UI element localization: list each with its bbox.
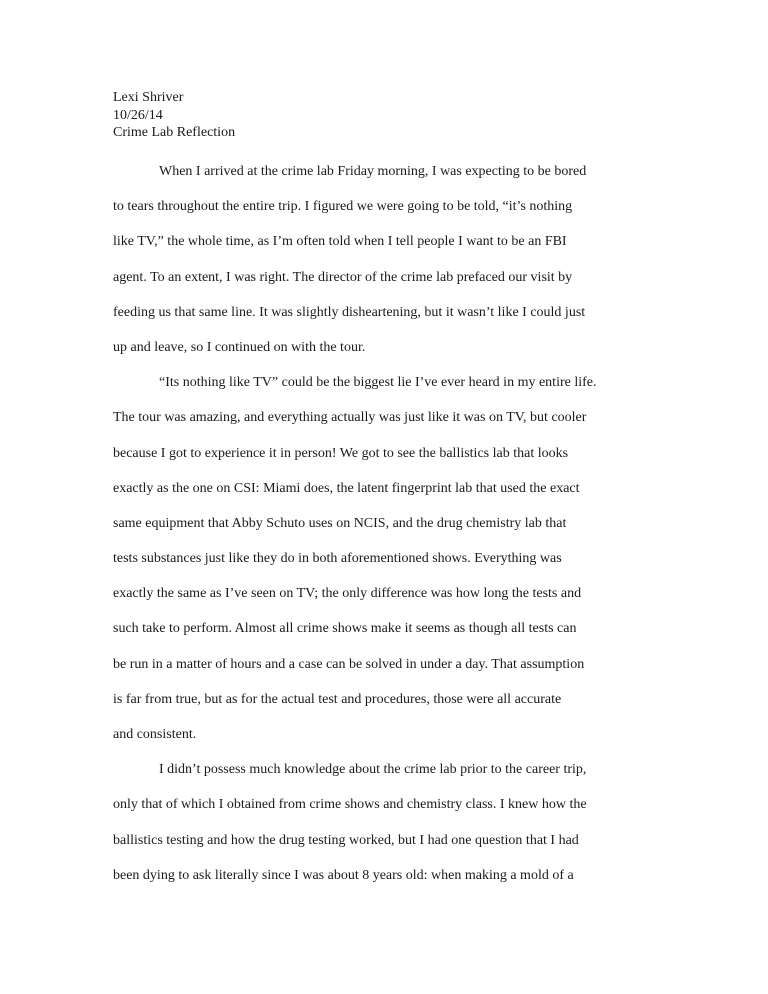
paragraph-2-line-4: exactly as the one on CSI: Miami does, the latent fingerprint lab that used the exact — [113, 480, 580, 496]
paragraph-2-line-6: tests substances just like they do in both aforementioned shows. Everything was — [113, 551, 562, 567]
paragraph-1-line-4: agent. To an extent, I was right. The director of the crime lab prefaced our visit by — [113, 269, 573, 285]
paragraph-2-line-3: because I got to experience it in person! We got to see the ballistics lab that looks — [113, 445, 569, 461]
document-date: 10/26/14 — [113, 107, 163, 123]
paragraph-1-line-6: up and leave, so I continued on with the tour. — [113, 339, 366, 355]
paragraph-2-line-9: be run in a matter of hours and a case can be solved in under a day. That assumption — [113, 656, 585, 672]
document-header — [113, 89, 235, 142]
document-title: Crime Lab Reflection — [113, 125, 236, 140]
paragraph-2-line-2: The tour was amazing, and everything actually was just like it was on TV, but cooler — [113, 410, 587, 426]
paragraph-3-line-1: I didn’t possess much knowledge about the crime lab prior to the career trip, — [159, 762, 587, 778]
paragraph-1-line-3: like TV,” the whole time, as I’m often told when I tell people I want to be an FBI — [113, 234, 567, 250]
paragraph-2-line-10: is far from true, but as for the actual test and procedures, those were all accurate — [113, 691, 562, 707]
paragraph-3-line-2: only that of which I obtained from crime shows and chemistry class. I knew how the — [113, 797, 587, 813]
paragraph-2-line-7: exactly the same as I’ve seen on TV; the only difference was how long the tests and — [113, 586, 582, 602]
paragraph-2-line-8: such take to perform. Almost all crime shows make it seems as though all tests can — [113, 621, 577, 637]
paragraph-3-line-4: been dying to ask literally since I was about 8 years old: when making a mold of a — [113, 867, 574, 883]
paragraph-2-line-5: same equipment that Abby Schuto uses on NCIS, and the drug chemistry lab that — [113, 515, 567, 531]
paragraph-1-line-5: feeding us that same line. It was slightly disheartening, but it wasn’t like I could just — [113, 304, 586, 320]
author-name: Lexi Shriver — [113, 90, 184, 105]
paragraph-2-line-11: and consistent. — [113, 727, 197, 742]
paragraph-3-line-3: ballistics testing and how the drug testing worked, but I had one question that I had — [113, 832, 579, 848]
paragraph-1-line-2: to tears throughout the entire trip. I figured we were going to be told, “it’s nothing — [113, 199, 573, 215]
paragraph-1-line-1: When I arrived at the crime lab Friday morning, I was expecting to be bored — [159, 164, 587, 179]
document-body — [113, 158, 658, 897]
paragraph-2-line-1: “Its nothing like TV” could be the biggest lie I’ve ever heard in my entire life. — [159, 375, 597, 391]
